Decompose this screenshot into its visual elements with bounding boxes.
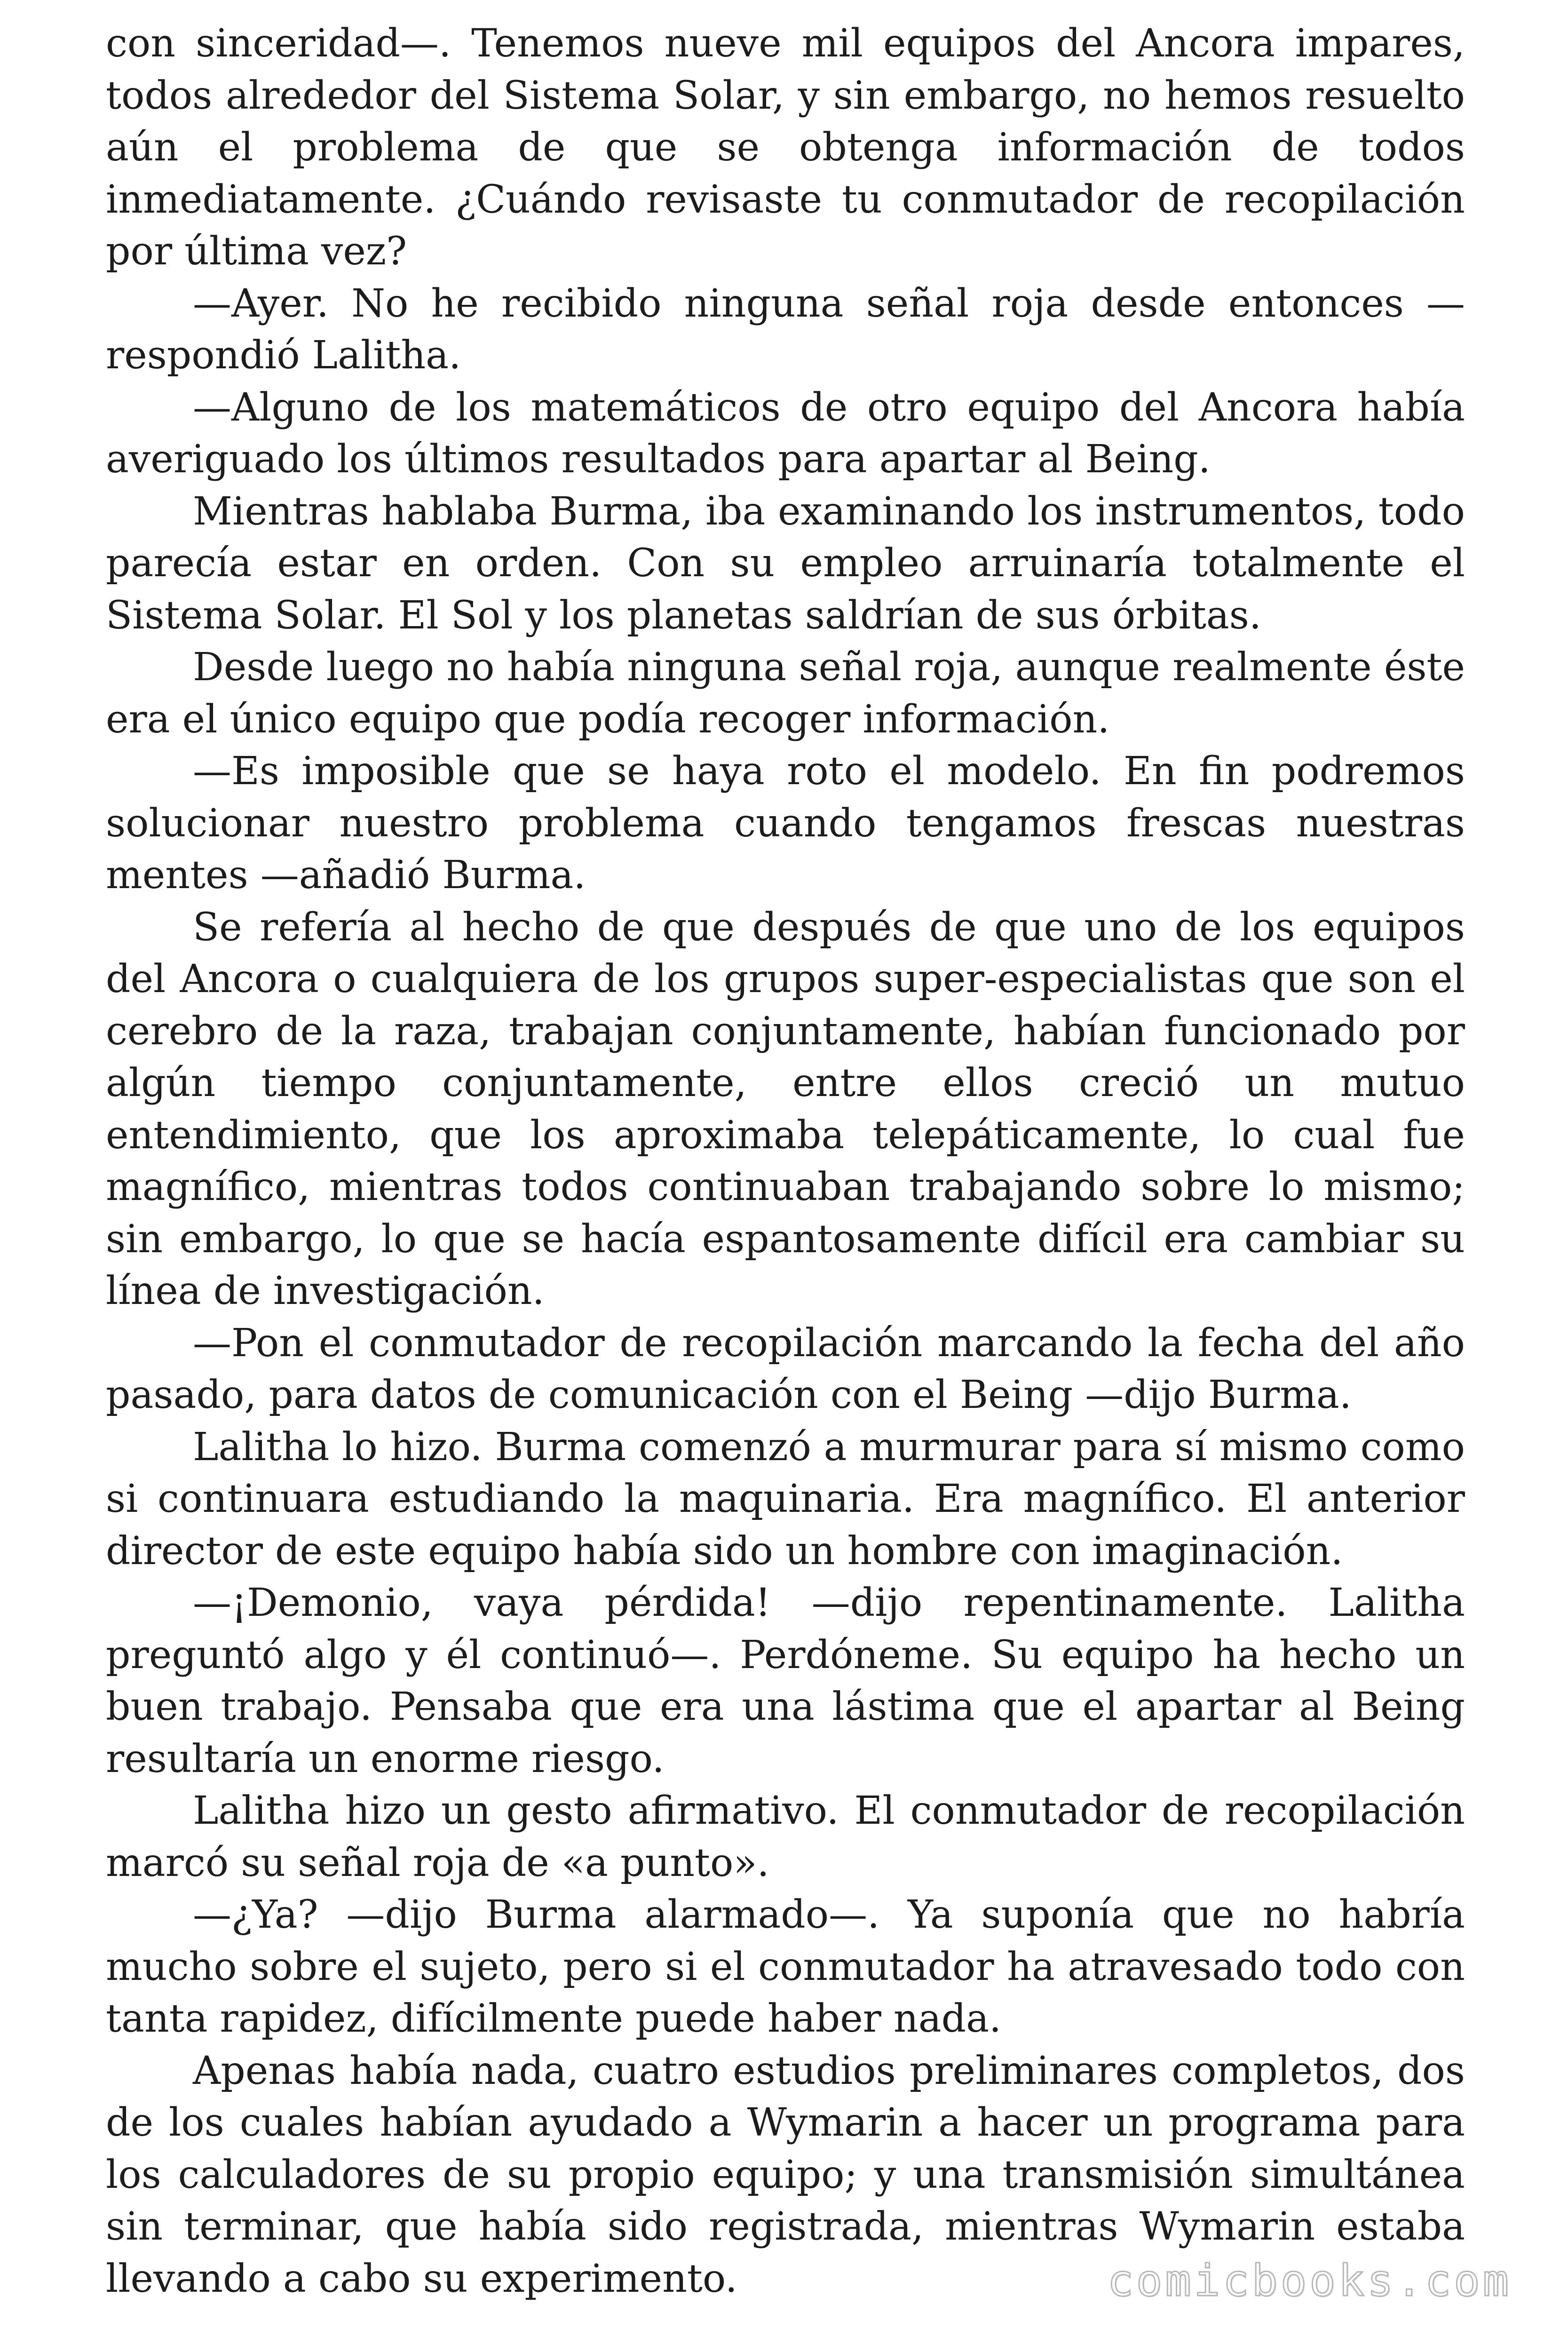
paragraph-2: —Ayer. No he recibido ninguna señal roja desde entonces —respondió Lalitha. [106, 281, 1465, 378]
paragraph-4: Mientras hablaba Burma, iba examinando los instrumentos, todo parecía estar en orden. Con su empleo arruinaría totalmente el Sistema Solar. El Sol y los planetas saldrían de sus órbitas. [106, 489, 1465, 638]
paragraph-11: Lalitha hizo un gesto afirmativo. El conmutador de recopilación marcó su señal roja de «a punto». [106, 1788, 1465, 1885]
paragraph-9: Lalitha lo hizo. Burma comenzó a murmurar para sí mismo como si continuara estudiando la maquinaria. Era magnífico. El anterior director de este equipo había sido un hombre con imaginación. [106, 1424, 1465, 1573]
paragraph-8: —Pon el conmutador de recopilación marcando la fecha del año pasado, para datos de comunicación con el Being —dijo Burma. [106, 1320, 1465, 1417]
paragraph-3: —Alguno de los matemáticos de otro equipo del Ancora había averiguado los últimos resultados para apartar al Being. [106, 385, 1465, 482]
paragraph-7: Se refería al hecho de que después de que uno de los equipos del Ancora o cualquiera de los grupos super-especialistas que son el cerebro de la raza, trabajan conjuntamente, habían funcionado por algún tiempo conjuntamente, entre ellos creció un mutuo entendimiento, que los aproximaba telepáticamente, lo cual fue magnífico, mientras todos continuaban trabajando sobre lo mismo; sin embargo, lo que se hacía espantosamente difícil era cambiar su línea de investigación. [106, 905, 1465, 1313]
paragraph-1: con sinceridad—. Tenemos nueve mil equipos del Ancora impares, todos alrededor del Sistema Solar, y sin embargo, no hemos resuelto aún el problema de que se obtenga información de todos inmediatamente. ¿Cuándo revisaste tu conmutador de recopilación por última vez? [106, 21, 1465, 274]
paragraph-6: —Es imposible que se haya roto el modelo. En fin podremos solucionar nuestro problema cuando tengamos frescas nuestras mentes —añadió Burma. [106, 749, 1465, 898]
paragraph-12: —¿Ya? —dijo Burma alarmado—. Ya suponía que no habría mucho sobre el sujeto, pero si el conmutador ha atravesado todo con tanta rapidez, difícilmente puede haber nada. [106, 1892, 1465, 2041]
paragraph-13: Apenas había nada, cuatro estudios preliminares completos, dos de los cuales habían ayudado a Wymarin a hacer un programa para los calculadores de su propio equipo; y una transmisión simultánea sin terminar, que había sido registrada, mientras Wymarin estaba llevando a cabo su experimento. [106, 2048, 1465, 2301]
paragraph-5: Desde luego no había ninguna señal roja, aunque realmente éste era el único equipo que podía recoger información. [106, 645, 1465, 742]
watermark-logo: comicbooks.com [1107, 2256, 1512, 2306]
book-page-text [106, 18, 1465, 2305]
paragraph-10: —¡Demonio, vaya pérdida! —dijo repentinamente. Lalitha preguntó algo y él continuó—. Perdóneme. Su equipo ha hecho un buen trabajo. Pensaba que era una lástima que el apartar al Being resultaría un enorme riesgo. [106, 1581, 1465, 1781]
